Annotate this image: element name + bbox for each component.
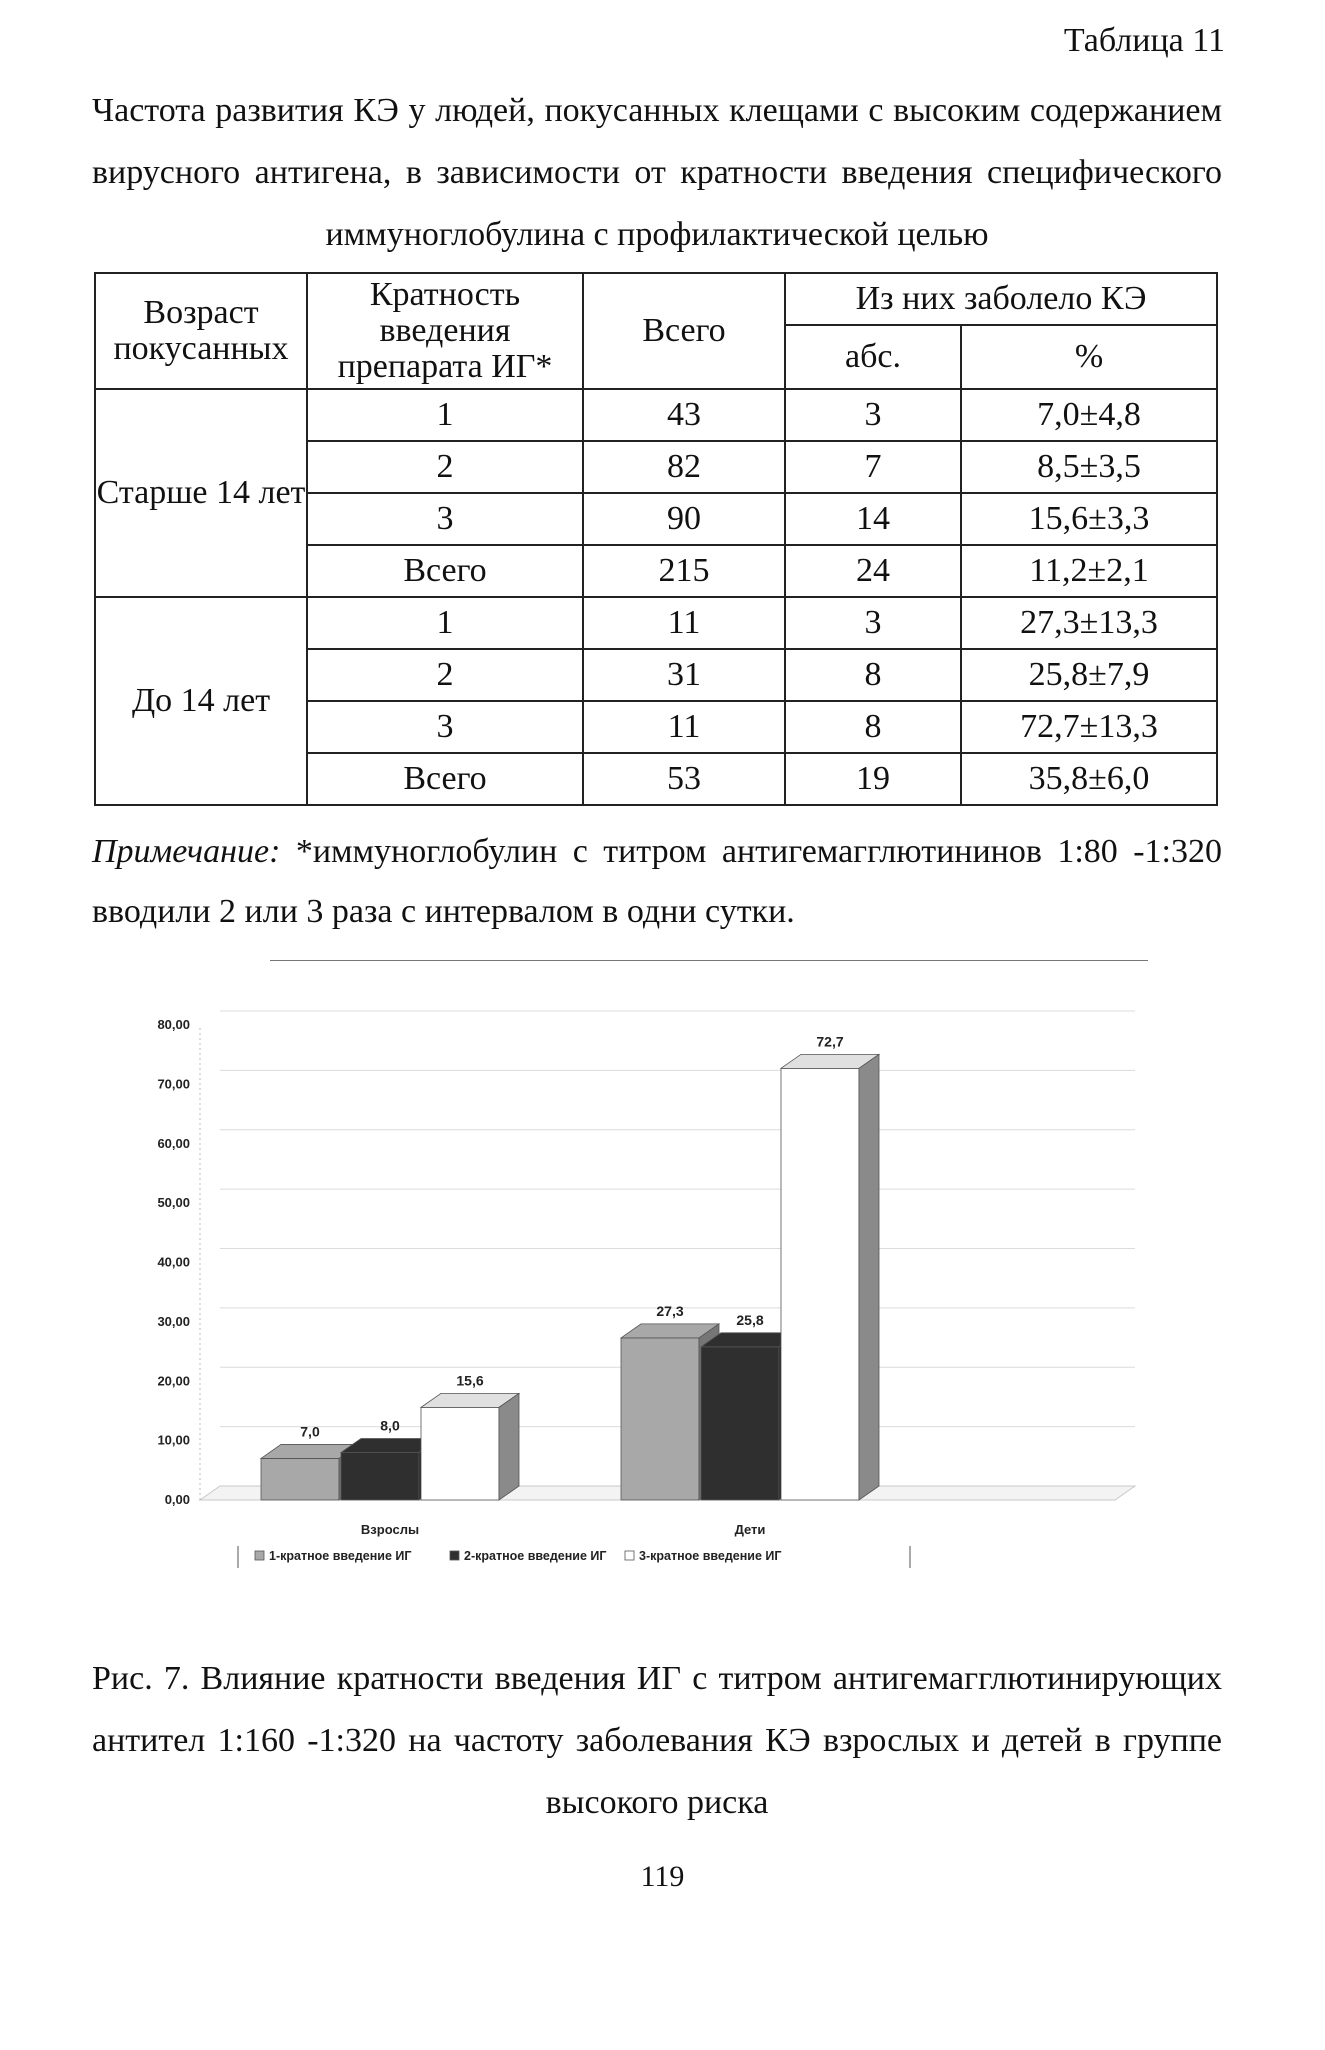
y-tick-label: 80,00 (157, 1017, 190, 1032)
cell-mult: 1 (307, 597, 583, 649)
data-table (94, 272, 1218, 806)
header-age: Возраст покусанных (95, 273, 307, 389)
table-header-row (95, 273, 1217, 325)
note-text: *иммуноглобулин с титром антигемагглютининов 1:80 -1:320 (295, 833, 1222, 870)
legend-swatch (625, 1551, 634, 1560)
data-label: 8,0 (380, 1417, 400, 1434)
cell-mult: Всего (307, 545, 583, 597)
note-line-1 (92, 822, 1222, 882)
legend-swatch (255, 1551, 264, 1560)
cell-total: 90 (583, 493, 785, 545)
legend-label: 3-кратное введение ИГ (639, 1549, 782, 1563)
y-tick-label: 30,00 (157, 1313, 190, 1329)
note-line-2: вводили 2 или 3 раза с интервалом в одни сутки. (92, 893, 795, 930)
y-tick-label: 50,00 (157, 1195, 190, 1211)
bar-front (421, 1407, 499, 1500)
data-label: 7,0 (300, 1423, 320, 1440)
y-tick-label: 20,00 (157, 1373, 190, 1389)
table-row (95, 597, 1217, 649)
legend-label: 1-кратное введение ИГ (269, 1549, 412, 1563)
cell-abs: 24 (785, 545, 961, 597)
cell-pct: 27,3±13,3 (961, 597, 1217, 649)
table-heading (92, 80, 1222, 266)
cell-mult: 2 (307, 441, 583, 493)
cell-mult: 3 (307, 493, 583, 545)
cell-pct: 11,2±2,1 (961, 545, 1217, 597)
caption-line-2: антител 1:160 -1:320 на частоту заболевания КЭ взрослых и детей в группе (92, 1722, 1222, 1759)
cell-abs: 14 (785, 493, 961, 545)
header-pct: % (961, 325, 1217, 389)
cell-mult: 1 (307, 389, 583, 441)
legend-label: 2-кратное введение ИГ (464, 1549, 607, 1563)
x-tick-label: Взрослы (360, 1522, 420, 1537)
note-label: Примечание: (92, 833, 281, 870)
data-label: 27,3 (656, 1302, 684, 1319)
cell-pct: 35,8±6,0 (961, 753, 1217, 805)
heading-line-1: Частота развития КЭ у людей, покусанных клещами с высоким содержанием (92, 92, 1222, 129)
y-tick-label: 40,00 (157, 1254, 190, 1270)
cell-total: 53 (583, 753, 785, 805)
header-multiplicity: Кратность введения препарата ИГ* (307, 273, 583, 389)
cell-pct: 25,8±7,9 (961, 649, 1217, 701)
heading-line-2: вирусного антигена, в зависимости от кратности введения специфического (92, 154, 1222, 191)
cell-pct: 8,5±3,5 (961, 441, 1217, 493)
bar-front (701, 1347, 779, 1500)
bar-chart (120, 990, 1170, 1635)
cell-mult: Всего (307, 753, 583, 805)
y-tick-label: 10,00 (157, 1432, 190, 1448)
figure-caption (92, 1648, 1222, 1834)
data-label: 25,8 (736, 1311, 764, 1328)
age-group-adults: Старше 14 лет (95, 389, 307, 597)
age-group-children: До 14 лет (95, 597, 307, 805)
cell-total: 82 (583, 441, 785, 493)
cell-mult: 2 (307, 649, 583, 701)
bar-front (261, 1458, 339, 1500)
cell-abs: 19 (785, 753, 961, 805)
cell-total: 215 (583, 545, 785, 597)
bar-front (341, 1453, 419, 1501)
heading-line-3: иммуноглобулина с профилактической целью (325, 216, 989, 253)
divider-line (270, 960, 1148, 961)
table-row (95, 389, 1217, 441)
bar-side (499, 1393, 519, 1500)
x-tick-label: Дети (734, 1522, 766, 1537)
cell-abs: 8 (785, 701, 961, 753)
header-abs: абс. (785, 325, 961, 389)
cell-pct: 72,7±13,3 (961, 701, 1217, 753)
y-tick-label: 70,00 (157, 1076, 190, 1092)
data-label: 72,7 (816, 1033, 844, 1050)
caption-line-3: высокого риска (545, 1784, 769, 1821)
data-label: 15,6 (456, 1372, 484, 1389)
legend-swatch (450, 1551, 459, 1560)
bar-side (859, 1054, 879, 1500)
page-number: 119 (640, 1860, 685, 1893)
table-number: Таблица 11 (1063, 22, 1225, 59)
bar-front (621, 1338, 699, 1500)
cell-abs: 8 (785, 649, 961, 701)
cell-total: 11 (583, 701, 785, 753)
cell-pct: 7,0±4,8 (961, 389, 1217, 441)
caption-line-1: Рис. 7. Влияние кратности введения ИГ с титром антигемагглютинирующих (92, 1660, 1222, 1697)
cell-abs: 3 (785, 389, 961, 441)
cell-total: 11 (583, 597, 785, 649)
table-note (92, 822, 1222, 942)
y-tick-label: 0,00 (164, 1492, 190, 1507)
cell-abs: 3 (785, 597, 961, 649)
header-sick: Из них заболело КЭ (785, 273, 1217, 325)
cell-total: 43 (583, 389, 785, 441)
bar-front (781, 1068, 859, 1500)
cell-abs: 7 (785, 441, 961, 493)
cell-mult: 3 (307, 701, 583, 753)
header-total: Всего (583, 273, 785, 389)
y-tick-label: 60,00 (157, 1135, 190, 1151)
cell-pct: 15,6±3,3 (961, 493, 1217, 545)
cell-total: 31 (583, 649, 785, 701)
bar-chart-svg (120, 990, 1170, 1630)
